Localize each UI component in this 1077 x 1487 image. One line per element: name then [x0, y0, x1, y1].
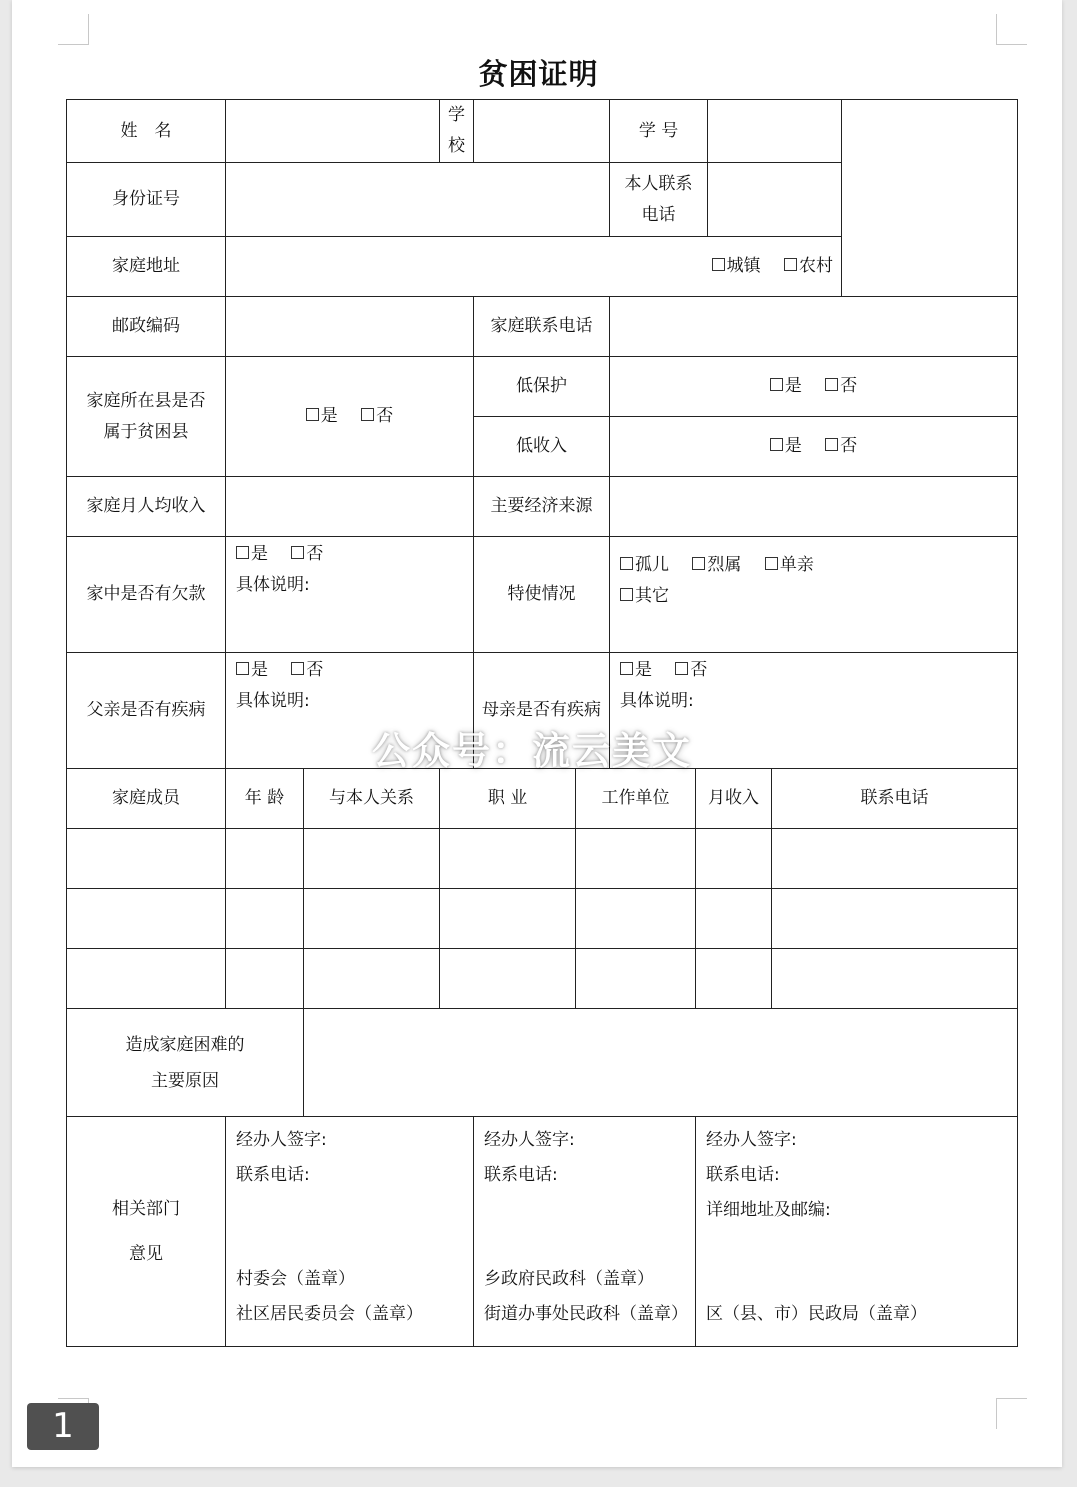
crop-mark-top-right — [996, 14, 1027, 45]
option-debt-yes[interactable] — [236, 539, 268, 570]
members-header-row — [67, 769, 1018, 829]
label-dibao: 低保护 — [474, 357, 610, 417]
member-phone-cell[interactable] — [772, 829, 1018, 889]
label-reason — [67, 1009, 304, 1117]
label-debt: 家中是否有欠款 — [67, 537, 226, 653]
option-no-label: 否 — [306, 544, 324, 564]
row-income — [67, 477, 1018, 537]
district-stamp-label: 区（县、市）民政局（盖章） — [706, 1304, 928, 1324]
option-urban-label: 城镇 — [726, 256, 761, 276]
option-lowincome-yes[interactable] — [770, 431, 802, 462]
label-postcode: 邮政编码 — [67, 297, 226, 357]
option-yes-label: 是 — [635, 660, 653, 680]
row-debt — [67, 537, 1018, 653]
header-monthly-income: 月收入 — [696, 769, 772, 829]
option-mother-yes[interactable] — [620, 655, 652, 686]
label-poor-county — [67, 357, 226, 477]
label-school: 学 校 — [440, 100, 474, 163]
header-member: 家庭成员 — [67, 769, 226, 829]
field-address[interactable] — [226, 237, 842, 297]
member-employer-cell[interactable] — [576, 889, 696, 949]
label-id-number: 身份证号 — [67, 163, 226, 237]
option-martyr-label: 烈属 — [707, 555, 742, 575]
option-urban[interactable] — [712, 251, 761, 282]
label-poor-county-line1: 家庭所在县是否 — [86, 390, 206, 411]
member-row — [67, 949, 1018, 1009]
option-no-label: 否 — [690, 660, 708, 680]
member-employer-cell[interactable] — [576, 829, 696, 889]
field-low-income[interactable] — [610, 417, 1018, 477]
member-row — [67, 829, 1018, 889]
checkbox-martyr[interactable] — [692, 557, 705, 570]
label-reason-line2: 主要原因 — [151, 1070, 219, 1091]
field-special[interactable] — [610, 537, 1018, 653]
checkbox-lowincome-yes[interactable] — [770, 438, 783, 451]
option-orphan[interactable] — [620, 550, 669, 581]
option-no-label: 否 — [376, 406, 394, 426]
option-yes-label: 是 — [320, 406, 338, 426]
debt-options — [236, 539, 463, 570]
label-econ-source: 主要经济来源 — [474, 477, 610, 537]
label-personal-phone-line2: 电话 — [641, 204, 676, 225]
header-occupation: 职 业 — [440, 769, 576, 829]
member-employer-cell[interactable] — [576, 949, 696, 1009]
label-reason-line1: 造成家庭困难的 — [125, 1034, 245, 1055]
member-relation-cell[interactable] — [304, 889, 440, 949]
village-phone-label: 联系电话: — [236, 1165, 310, 1185]
option-no-label: 否 — [306, 660, 324, 680]
checkbox-father-no[interactable] — [291, 662, 304, 675]
member-income-cell[interactable] — [696, 889, 772, 949]
photo-area — [842, 100, 1018, 297]
field-econ-source[interactable] — [610, 477, 1018, 537]
member-relation-cell[interactable] — [304, 949, 440, 1009]
member-occupation-cell[interactable] — [440, 889, 576, 949]
header-age: 年 龄 — [226, 769, 304, 829]
field-school[interactable] — [474, 100, 610, 163]
member-name-cell[interactable] — [67, 889, 226, 949]
watermark: 公众号：流云美文 — [372, 729, 693, 773]
checkbox-father-yes[interactable] — [236, 662, 249, 675]
checkbox-dibao-yes[interactable] — [770, 378, 783, 391]
label-mother-ill: 母亲是否有疾病 — [474, 653, 610, 769]
field-name[interactable] — [226, 100, 440, 163]
document-title: 贫困证明 — [478, 57, 599, 91]
option-martyr[interactable] — [692, 550, 741, 581]
field-poor-county[interactable] — [226, 357, 474, 477]
checkbox-urban[interactable] — [712, 258, 725, 271]
row-department — [67, 1117, 1018, 1347]
special-options-row1 — [620, 550, 1007, 581]
member-name-cell[interactable] — [67, 829, 226, 889]
member-occupation-cell[interactable] — [440, 949, 576, 1009]
option-lowincome-no[interactable] — [825, 431, 857, 462]
street-stamp-label: 街道办事处民政科（盖章） — [484, 1304, 689, 1324]
member-name-cell[interactable] — [67, 949, 226, 1009]
checkbox-county-yes[interactable] — [306, 408, 319, 421]
field-debt[interactable] — [226, 537, 474, 653]
option-no-label: 否 — [840, 376, 858, 396]
village-stamp-label: 村委会（盖章） — [236, 1269, 355, 1289]
option-father-yes[interactable] — [236, 655, 268, 686]
checkbox-orphan[interactable] — [620, 557, 633, 570]
page-number-badge[interactable]: 1 — [27, 1403, 99, 1450]
village-handler-label: 经办人签字: — [236, 1130, 327, 1150]
checkbox-single[interactable] — [765, 557, 778, 570]
checkbox-debt-no[interactable] — [291, 546, 304, 559]
label-personal-phone — [610, 163, 708, 237]
row-poor-county-a — [67, 357, 1018, 417]
option-debt-no[interactable] — [291, 539, 323, 570]
label-father-ill: 父亲是否有疾病 — [67, 653, 226, 769]
township-phone-label: 联系电话: — [484, 1165, 558, 1185]
debt-detail-label: 具体说明: — [236, 575, 310, 595]
option-yes-label: 是 — [784, 376, 802, 396]
label-name: 姓 名 — [67, 100, 226, 163]
option-mother-no[interactable] — [675, 655, 707, 686]
option-other-label: 其它 — [635, 586, 670, 606]
field-reason[interactable] — [304, 1009, 1018, 1117]
father-detail-label: 具体说明: — [236, 691, 310, 711]
label-home-phone: 家庭联系电话 — [474, 297, 610, 357]
label-personal-phone-line1: 本人联系 — [624, 173, 693, 194]
option-county-no[interactable] — [361, 401, 393, 432]
member-age-cell[interactable] — [226, 889, 304, 949]
label-address: 家庭地址 — [67, 237, 226, 297]
community-stamp-label: 社区居民委员会（盖章） — [236, 1304, 423, 1324]
checkbox-other[interactable] — [620, 588, 633, 601]
header-employer: 工作单位 — [576, 769, 696, 829]
crop-mark-bottom-right — [996, 1398, 1027, 1429]
township-stamp-block — [484, 1262, 688, 1332]
township-handler-label: 经办人签字: — [484, 1130, 575, 1150]
father-options — [236, 655, 463, 686]
district-address-label: 详细地址及邮编: — [706, 1200, 831, 1220]
option-dibao-yes[interactable] — [770, 371, 802, 402]
option-no-label: 否 — [840, 436, 858, 456]
member-age-cell[interactable] — [226, 949, 304, 1009]
field-id-number[interactable] — [226, 163, 610, 237]
field-personal-phone[interactable] — [708, 163, 842, 237]
label-department-line1: 相关部门 — [112, 1198, 180, 1219]
checkbox-lowincome-no[interactable] — [825, 438, 838, 451]
label-student-id: 学 号 — [610, 100, 708, 163]
mother-detail-label: 具体说明: — [620, 691, 694, 711]
village-stamp-block — [236, 1262, 423, 1332]
row-reason — [67, 1009, 1018, 1117]
header-relation: 与本人关系 — [304, 769, 440, 829]
label-poor-county-line2: 属于贫困县 — [103, 421, 189, 442]
field-dibao[interactable] — [610, 357, 1018, 417]
option-yes-label: 是 — [251, 660, 268, 680]
label-monthly-income: 家庭月人均收入 — [67, 477, 226, 537]
special-options-row2 — [620, 581, 1007, 612]
checkbox-mother-no[interactable] — [675, 662, 688, 675]
district-phone-label: 联系电话: — [706, 1165, 780, 1185]
member-occupation-cell[interactable] — [440, 829, 576, 889]
row-name — [67, 100, 1018, 163]
field-student-id[interactable] — [708, 100, 842, 163]
mother-options — [620, 655, 1007, 686]
township-opinion-cell[interactable] — [474, 1117, 696, 1347]
option-rural[interactable] — [784, 251, 833, 282]
checkbox-mother-yes[interactable] — [620, 662, 633, 675]
option-dibao-no[interactable] — [825, 371, 857, 402]
header-phone: 联系电话 — [772, 769, 1018, 829]
member-income-cell[interactable] — [696, 949, 772, 1009]
checkbox-dibao-no[interactable] — [825, 378, 838, 391]
option-single-label: 单亲 — [779, 555, 814, 575]
field-postcode[interactable] — [226, 297, 474, 357]
option-other[interactable] — [620, 581, 669, 612]
label-special: 特使情况 — [474, 537, 610, 653]
field-monthly-income[interactable] — [226, 477, 474, 537]
checkbox-county-no[interactable] — [361, 408, 374, 421]
label-department — [67, 1117, 226, 1347]
row-postcode — [67, 297, 1018, 357]
district-stamp-block — [706, 1297, 927, 1332]
option-yes-label: 是 — [784, 436, 802, 456]
option-orphan-label: 孤儿 — [635, 555, 670, 575]
label-low-income: 低收入 — [474, 417, 610, 477]
option-rural-label: 农村 — [799, 256, 834, 276]
label-department-line2: 意见 — [129, 1243, 163, 1264]
option-single[interactable] — [765, 550, 814, 581]
checkbox-rural[interactable] — [784, 258, 797, 271]
checkbox-debt-yes[interactable] — [236, 546, 249, 559]
crop-mark-top-left — [58, 14, 89, 45]
district-opinion-cell[interactable] — [696, 1117, 1018, 1347]
township-stamp-label: 乡政府民政科（盖章） — [484, 1269, 655, 1289]
option-yes-label: 是 — [251, 544, 268, 564]
district-handler-label: 经办人签字: — [706, 1130, 797, 1150]
member-phone-cell[interactable] — [772, 889, 1018, 949]
option-father-no[interactable] — [291, 655, 323, 686]
field-home-phone[interactable] — [610, 297, 1018, 357]
member-row — [67, 889, 1018, 949]
member-relation-cell[interactable] — [304, 829, 440, 889]
member-phone-cell[interactable] — [772, 949, 1018, 1009]
member-age-cell[interactable] — [226, 829, 304, 889]
option-county-yes[interactable] — [306, 401, 338, 432]
member-income-cell[interactable] — [696, 829, 772, 889]
village-opinion-cell[interactable] — [226, 1117, 474, 1347]
